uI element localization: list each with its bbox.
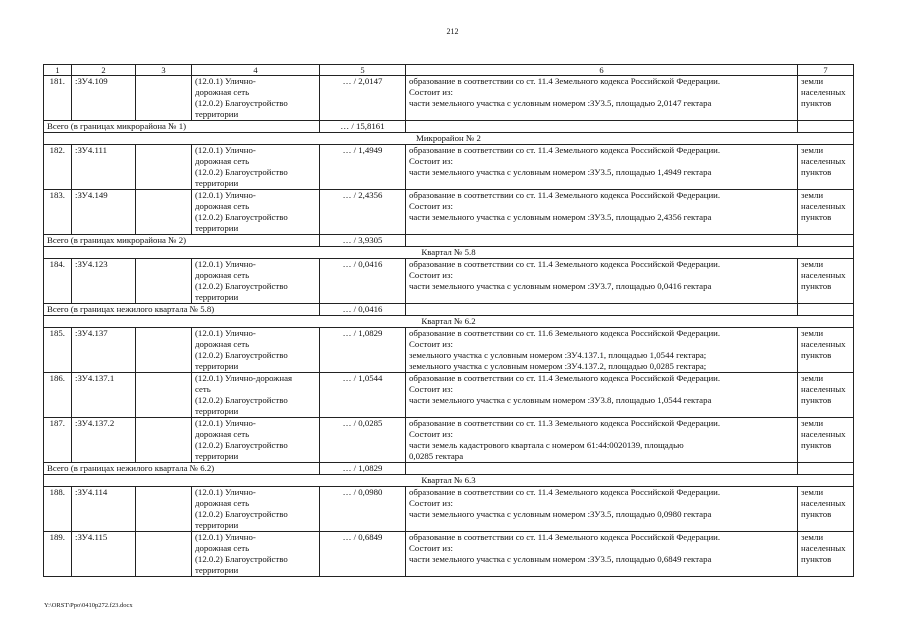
land-category: земли населенных пунктов	[798, 418, 854, 463]
row-number: 186.	[44, 373, 72, 418]
total-label: Всего (в границах нежилого квартала № 6.2)	[44, 463, 320, 475]
column-header: 1	[44, 65, 72, 76]
empty-cell	[798, 235, 854, 247]
plot-code: :ЗУ4.137.1	[72, 373, 136, 418]
formation-description: образование в соответствии со ст. 11.3 Земельного кодекса Российской Федерации. Состоит из: части земель кадастрового квартала с номером 61:44:0020139, площадью 0,0285 гектара	[406, 418, 798, 463]
section-title: Микрорайон № 2	[44, 133, 854, 145]
section-row	[44, 133, 854, 145]
total-area: … / 3,9305	[320, 235, 406, 247]
permitted-use: (12.0.1) Улично-дорожная сеть (12.0.2) Благоустройство территории	[192, 373, 320, 418]
section-title: Квартал № 6.3	[44, 475, 854, 487]
row-number: 188.	[44, 487, 72, 532]
plot-area: … / 0,0980	[320, 487, 406, 532]
row-number: 187.	[44, 418, 72, 463]
formation-description: образование в соответствии со ст. 11.4 Земельного кодекса Российской Федерации. Состоит из: части земельного участка с условным номером :ЗУ3.5, площадью 1,4949 гектара	[406, 145, 798, 190]
empty-cell	[406, 304, 798, 316]
land-category: земли населенных пунктов	[798, 190, 854, 235]
empty-cell	[136, 145, 192, 190]
plot-row	[44, 145, 854, 190]
plot-row	[44, 487, 854, 532]
total-row	[44, 235, 854, 247]
total-label: Всего (в границах микрорайона № 1)	[44, 121, 320, 133]
formation-description: образование в соответствии со ст. 11.4 Земельного кодекса Российской Федерации. Состоит из: части земельного участка с условным номером :ЗУ3.7, площадью 0,0416 гектара	[406, 259, 798, 304]
empty-cell	[798, 121, 854, 133]
row-number: 181.	[44, 76, 72, 121]
column-header-row	[44, 65, 854, 76]
plot-code: :ЗУ4.149	[72, 190, 136, 235]
section-title: Квартал № 6.2	[44, 316, 854, 328]
formation-description: образование в соответствии со ст. 11.4 Земельного кодекса Российской Федерации. Состоит из: части земельного участка с условным номером :ЗУ3.5, площадью 2,4356 гектара	[406, 190, 798, 235]
plot-row	[44, 328, 854, 373]
formation-description: образование в соответствии со ст. 11.6 Земельного кодекса Российской Федерации. Состоит из: земельного участка с условным номером :ЗУ4.137.1, площадью 1,0544 гектара; земельного участка с условным номером :ЗУ4.137.2, площадью 0,0285 гектара;	[406, 328, 798, 373]
empty-cell	[136, 328, 192, 373]
empty-cell	[136, 190, 192, 235]
plot-area: … / 0,0285	[320, 418, 406, 463]
file-path-footer: Y:\ORST\Ppo\0410p272.f23.docx	[44, 602, 133, 609]
total-area: … / 0,0416	[320, 304, 406, 316]
land-category: земли населенных пунктов	[798, 487, 854, 532]
section-row	[44, 316, 854, 328]
empty-cell	[406, 463, 798, 475]
empty-cell	[136, 373, 192, 418]
empty-cell	[136, 418, 192, 463]
plot-row	[44, 259, 854, 304]
plot-area: … / 2,4356	[320, 190, 406, 235]
plot-row	[44, 190, 854, 235]
column-header: 6	[406, 65, 798, 76]
plot-code: :ЗУ4.111	[72, 145, 136, 190]
column-header: 2	[72, 65, 136, 76]
row-number: 182.	[44, 145, 72, 190]
permitted-use: (12.0.1) Улично- дорожная сеть (12.0.2) Благоустройство территории	[192, 532, 320, 577]
plot-area: … / 0,6849	[320, 532, 406, 577]
empty-cell	[136, 76, 192, 121]
empty-cell	[406, 121, 798, 133]
empty-cell	[798, 463, 854, 475]
column-header: 7	[798, 65, 854, 76]
permitted-use: (12.0.1) Улично- дорожная сеть (12.0.2) Благоустройство территории	[192, 76, 320, 121]
land-category: земли населенных пунктов	[798, 76, 854, 121]
column-header: 5	[320, 65, 406, 76]
section-row	[44, 247, 854, 259]
formation-description: образование в соответствии со ст. 11.4 Земельного кодекса Российской Федерации. Состоит из: части земельного участка с условным номером :ЗУ3.5, площадью 0,0980 гектара	[406, 487, 798, 532]
total-area: … / 1,0829	[320, 463, 406, 475]
total-row	[44, 463, 854, 475]
total-label: Всего (в границах микрорайона № 2)	[44, 235, 320, 247]
page-number: 212	[446, 27, 459, 36]
permitted-use: (12.0.1) Улично- дорожная сеть (12.0.2) Благоустройство территории	[192, 259, 320, 304]
total-row	[44, 304, 854, 316]
empty-cell	[136, 259, 192, 304]
total-row	[44, 121, 854, 133]
empty-cell	[406, 235, 798, 247]
total-area: … / 15,8161	[320, 121, 406, 133]
row-number: 183.	[44, 190, 72, 235]
plot-row	[44, 373, 854, 418]
land-category: земли населенных пунктов	[798, 532, 854, 577]
plot-area: … / 2,0147	[320, 76, 406, 121]
empty-cell	[136, 532, 192, 577]
plot-row	[44, 532, 854, 577]
land-category: земли населенных пунктов	[798, 373, 854, 418]
column-header: 4	[192, 65, 320, 76]
plot-area: … / 1,0829	[320, 328, 406, 373]
land-category: земли населенных пунктов	[798, 145, 854, 190]
plot-area: … / 1,4949	[320, 145, 406, 190]
formation-description: образование в соответствии со ст. 11.4 Земельного кодекса Российской Федерации. Состоит из: части земельного участка с условным номером :ЗУ3.5, площадью 2,0147 гектара	[406, 76, 798, 121]
total-label: Всего (в границах нежилого квартала № 5.8)	[44, 304, 320, 316]
plot-row	[44, 76, 854, 121]
permitted-use: (12.0.1) Улично- дорожная сеть (12.0.2) Благоустройство территории	[192, 190, 320, 235]
empty-cell	[136, 487, 192, 532]
column-header: 3	[136, 65, 192, 76]
plot-code: :ЗУ4.123	[72, 259, 136, 304]
permitted-use: (12.0.1) Улично- дорожная сеть (12.0.2) Благоустройство территории	[192, 487, 320, 532]
permitted-use: (12.0.1) Улично- дорожная сеть (12.0.2) Благоустройство территории	[192, 145, 320, 190]
land-plot-table	[43, 64, 854, 577]
section-title: Квартал № 5.8	[44, 247, 854, 259]
plot-code: :ЗУ4.114	[72, 487, 136, 532]
section-row	[44, 475, 854, 487]
plot-code: :ЗУ4.115	[72, 532, 136, 577]
formation-description: образование в соответствии со ст. 11.4 Земельного кодекса Российской Федерации. Состоит из: части земельного участка с условным номером :ЗУ3.5, площадью 0,6849 гектара	[406, 532, 798, 577]
plot-area: … / 0,0416	[320, 259, 406, 304]
plot-area: … / 1,0544	[320, 373, 406, 418]
permitted-use: (12.0.1) Улично- дорожная сеть (12.0.2) Благоустройство территории	[192, 328, 320, 373]
empty-cell	[798, 304, 854, 316]
row-number: 189.	[44, 532, 72, 577]
land-category: земли населенных пунктов	[798, 259, 854, 304]
plot-code: :ЗУ4.137	[72, 328, 136, 373]
formation-description: образование в соответствии со ст. 11.4 Земельного кодекса Российской Федерации. Состоит из: части земельного участка с условным номером :ЗУ3.8, площадью 1,0544 гектара	[406, 373, 798, 418]
row-number: 185.	[44, 328, 72, 373]
permitted-use: (12.0.1) Улично- дорожная сеть (12.0.2) Благоустройство территории	[192, 418, 320, 463]
plot-row	[44, 418, 854, 463]
row-number: 184.	[44, 259, 72, 304]
land-category: земли населенных пунктов	[798, 328, 854, 373]
plot-code: :ЗУ4.109	[72, 76, 136, 121]
plot-code: :ЗУ4.137.2	[72, 418, 136, 463]
